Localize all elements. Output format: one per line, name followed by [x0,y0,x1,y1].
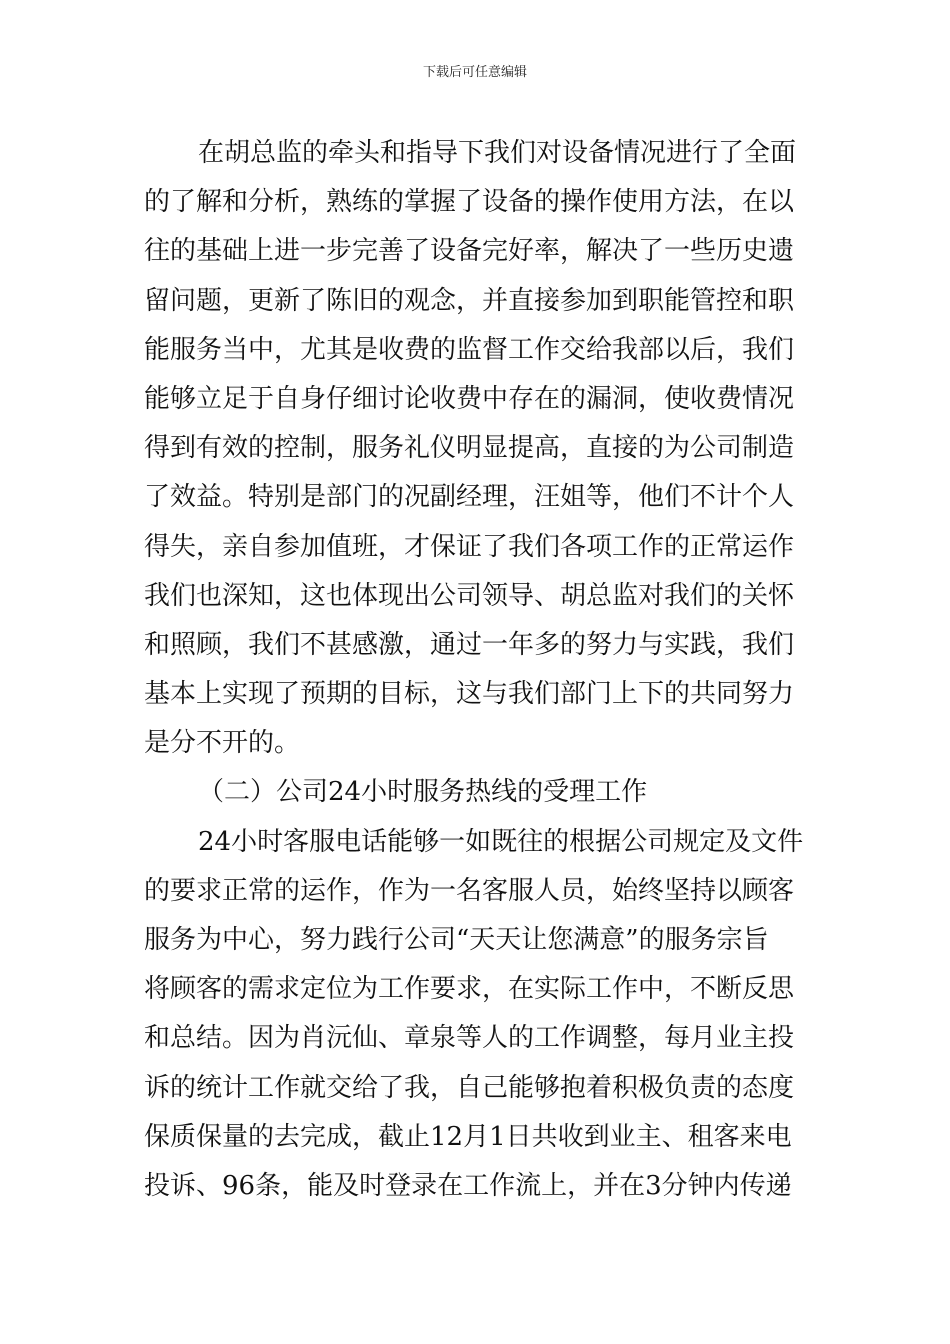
paragraph-line: 了效益。特别是部门的况副经理，汪姐等，他们不计个人 [144,482,795,513]
paragraph-line: 基本上实现了预期的目标，这与我们部门上下的共同努力 [144,679,795,710]
paragraph-line: 保质保量的去完成，截止12月1日共收到业主、租客来电 [144,1121,792,1152]
paragraph-line: 能服务当中，尤其是收费的监督工作交给我部以后，我们 [144,334,795,365]
paragraph-line: 的了解和分析，熟练的掌握了设备的操作使用方法，在以 [144,187,795,218]
section-heading: （二）公司24小时服务热线的受理工作 [198,777,648,808]
paragraph-line: 得到有效的控制，服务礼仪明显提高，直接的为公司制造 [144,433,795,464]
page-header: 下载后可任意编辑 [422,65,527,80]
paragraph-line: 24小时客服电话能够一如既往的根据公司规定及文件 [198,826,804,857]
paragraph-line: 得失，亲自参加值班，才保证了我们各项工作的正常运作 [144,531,795,562]
paragraph-line: 能够立足于自身仔细讨论收费中存在的漏洞，使收费情况 [144,383,795,414]
document-body [144,129,814,1211]
paragraph-line: 的要求正常的运作，作为一名客服人员，始终坚持以顾客 [144,875,795,906]
paragraph-line: 是分不开的。 [144,728,301,759]
paragraph-line: 投诉、96条，能及时登录在工作流上，并在3分钟内传递 [144,1170,792,1201]
paragraph-line: 服务为中心，努力践行公司“天天让您满意”的服务宗旨 [144,925,769,955]
paragraph-line: 和总结。因为肖沅仙、章泉等人的工作调整，每月业主投 [144,1023,795,1054]
paragraph-line: 留问题，更新了陈旧的观念，并直接参加到职能管控和职 [144,285,795,316]
paragraph-line: 和照顾，我们不甚感激，通过一年多的努力与实践，我们 [144,629,795,660]
paragraph-line: 将顾客的需求定位为工作要求，在实际工作中，不断反思 [144,974,795,1005]
paragraph-line: 诉的统计工作就交给了我，自己能够抱着积极负责的态度 [144,1072,795,1103]
paragraph-line: 我们也深知，这也体现出公司领导、胡总监对我们的关怀 [144,580,795,611]
paragraph-line: 在胡总监的牵头和指导下我们对设备情况进行了全面 [198,138,797,168]
paragraph-line: 往的基础上进一步完善了设备完好率，解决了一些历史遗 [144,236,795,267]
